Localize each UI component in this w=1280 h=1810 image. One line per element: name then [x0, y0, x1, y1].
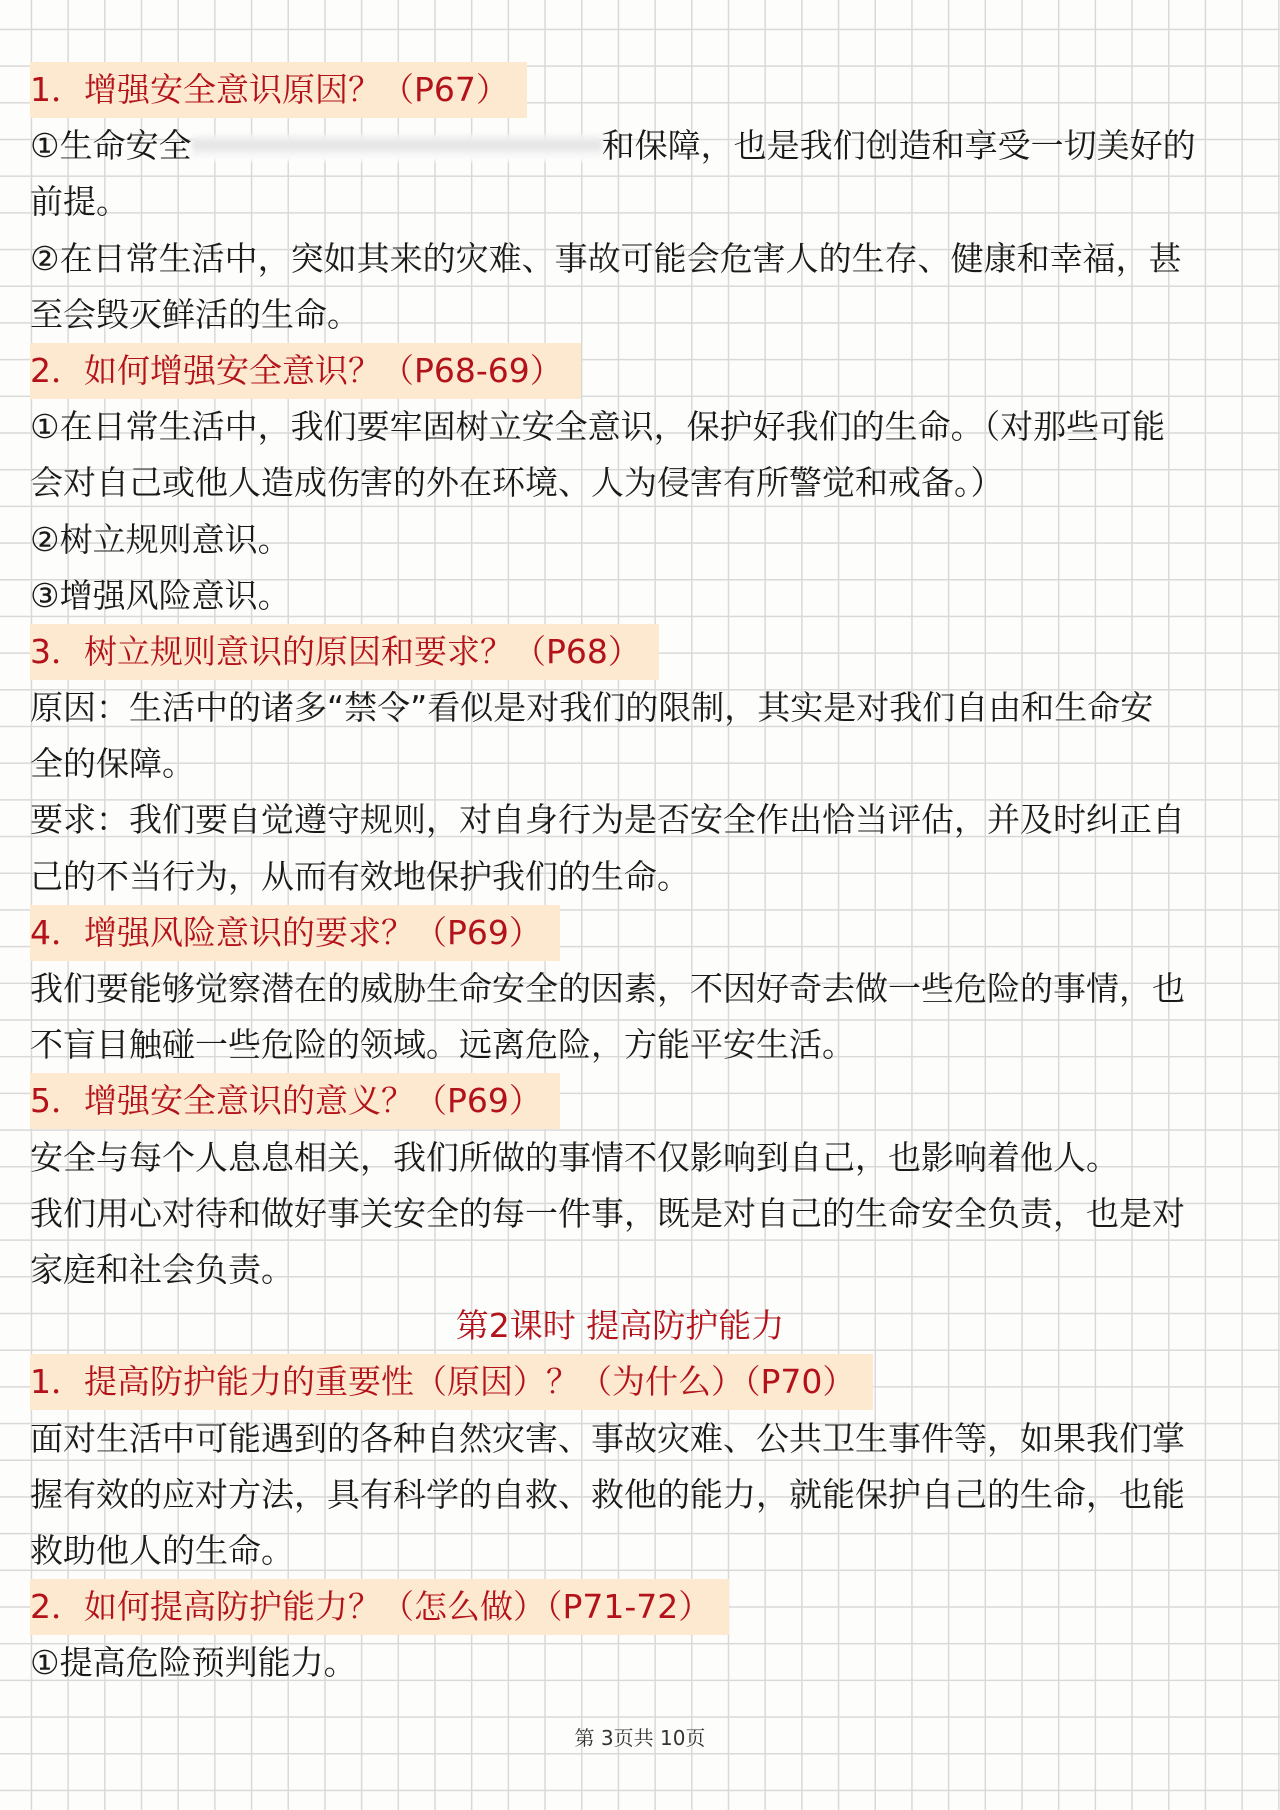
lesson-subtitle: 第2课时 提高防护能力: [455, 1306, 785, 1346]
paragraph-line: 家庭和社会负责。: [30, 1249, 294, 1289]
document-body: [30, 62, 1250, 1691]
paragraph-line: 原因：生活中的诸多“禁令”看似是对我们的限制，其实是对我们自由和生命安: [30, 688, 1154, 728]
paragraph-line: 要求：我们要自觉遵守规则，对自身行为是否安全作出恰当评估，并及时纠正自: [30, 800, 1185, 840]
paragraph-line: 握有效的应对方法，具有科学的自救、救他的能力，就能保护自己的生命，也能: [30, 1474, 1185, 1514]
paragraph-line: ②在日常生活中，突如其来的灾难、事故可能会危害人的生存、健康和幸福，甚: [30, 238, 1182, 278]
paragraph-line: ③增强风险意识。: [30, 575, 291, 615]
paragraph-line: 己的不当行为，从而有效地保护我们的生命。: [30, 856, 690, 896]
paragraph-line: ②树立规则意识。: [30, 519, 291, 559]
page-footer: 第 3页共 10页: [574, 1726, 706, 1750]
question-heading: 1．提高防护能力的重要性（原因）？（为什么）（P70）: [30, 1354, 1250, 1410]
paragraph-line: 我们要能够觉察潜在的威胁生命安全的因素，不因好奇去做一些危险的事情，也: [30, 969, 1185, 1008]
paragraph-line: ①提高危险预判能力。: [30, 1643, 357, 1683]
paragraph-line: 至会毁灭鲜活的生命。: [30, 294, 360, 334]
paragraph-line: 面对生活中可能遇到的各种自然灾害、事故灾难、公共卫生事件等，如果我们掌: [30, 1418, 1185, 1458]
redacted-text: [192, 135, 602, 161]
question-heading: 2．如何增强安全意识？（P68-69）: [30, 343, 1250, 399]
paragraph-line: 会对自己或他人造成伤害的外在环境、人为侵害有所警觉和戒备。）: [30, 463, 1004, 503]
paragraph-line: ①在日常生活中，我们要牢固树立安全意识，保护好我们的生命。（对那些可能: [30, 407, 1166, 447]
question-heading: 3．树立规则意识的原因和要求？（P68）: [30, 624, 1250, 680]
paragraph-line: 全的保障。: [30, 744, 195, 784]
question-heading: 4．增强风险意识的要求？（P69）: [30, 905, 1250, 961]
question-heading: 1．增强安全意识原因？（P67）: [30, 62, 1250, 118]
paragraph-line: ①生命安全 和保障，也是我们创造和享受一切美好的: [30, 126, 1196, 166]
paragraph-line: 我们用心对待和做好事关安全的每一件事，既是对自己的生命安全负责，也是对: [30, 1193, 1185, 1233]
question-heading: 2．如何提高防护能力？（怎么做）（P71-72）: [30, 1579, 1250, 1635]
paragraph-line: 救助他人的生命。: [30, 1530, 294, 1570]
paragraph-line: 安全与每个人息息相关，我们所做的事情不仅影响到自己，也影响着他人。: [30, 1137, 1119, 1177]
question-heading: 5．增强安全意识的意义？（P69）: [30, 1073, 1250, 1129]
paragraph-line: 不盲目触碰一些危险的领域。远离危险，方能平安生活。: [30, 1025, 855, 1065]
paragraph-line: 前提。: [30, 182, 129, 222]
